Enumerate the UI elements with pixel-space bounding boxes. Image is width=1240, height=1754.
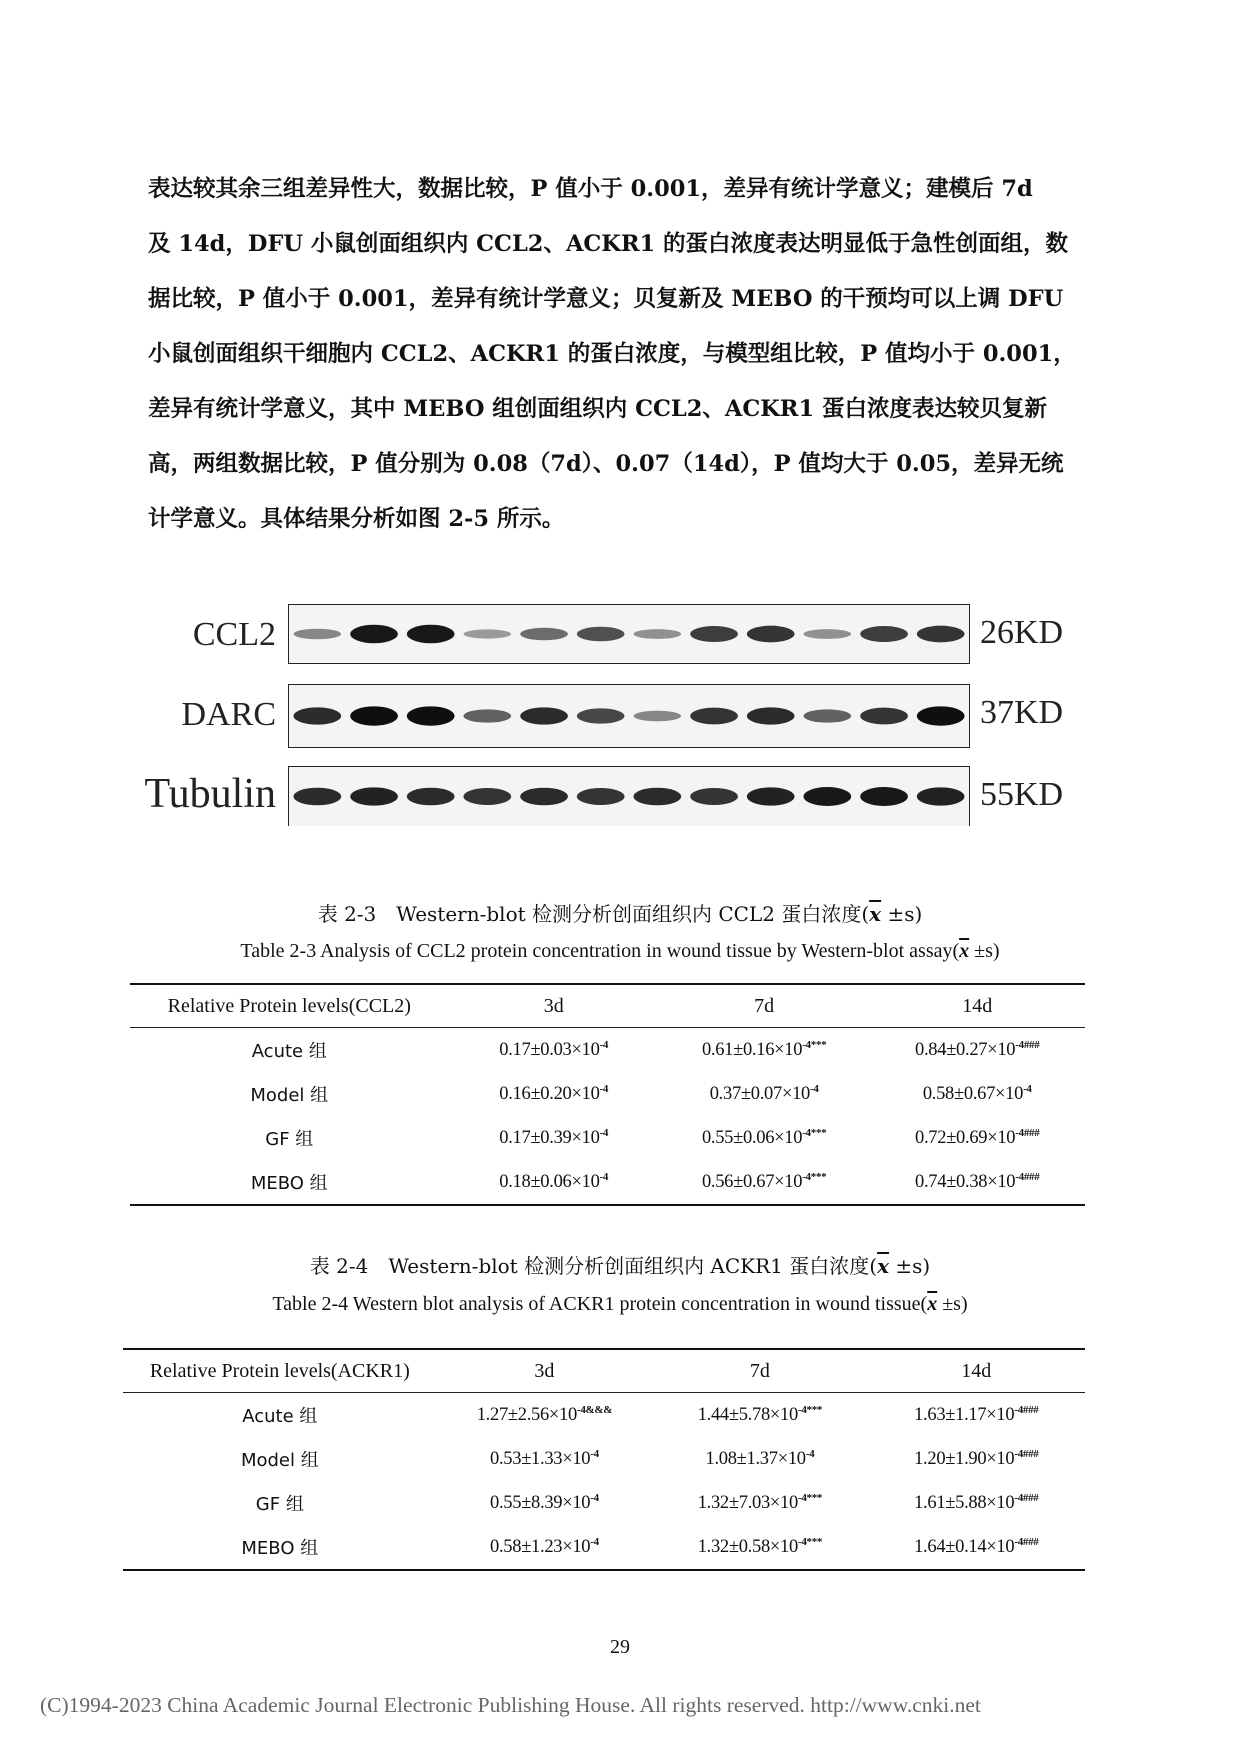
blot-strip-ccl2 bbox=[288, 604, 970, 664]
blot-band bbox=[803, 629, 851, 639]
paragraph-line: 差异有统计学意义，其中 MEBO 组创面组织内 CCL2、ACKR1 蛋白浓度表达较贝复新 bbox=[148, 396, 1047, 422]
blot-band bbox=[690, 626, 738, 642]
blot-band bbox=[917, 706, 965, 725]
kd-label-ccl2: 26KD bbox=[980, 614, 1064, 651]
table-row bbox=[123, 1481, 1085, 1525]
blot-band bbox=[350, 625, 398, 644]
caption-end: ±s) bbox=[969, 940, 1000, 962]
blot-band bbox=[633, 629, 681, 639]
blot-band bbox=[690, 788, 738, 805]
group-cell: Model 组 bbox=[250, 1085, 329, 1106]
value-cell: $0.61\pm 0.16\times 10^{-4***}$ bbox=[701, 1038, 827, 1061]
caption-text: 表 2-4 Western-blot 检测分析创面组织内 ACKR1 蛋白浓度( bbox=[309, 1254, 878, 1278]
table-ackr1 bbox=[123, 1348, 1085, 1571]
caption-end: ±s) bbox=[889, 1254, 931, 1278]
value-cell: $0.58\pm 1.23\times 10^{-4}$ bbox=[490, 1535, 599, 1558]
blot-band bbox=[350, 706, 398, 725]
table-row bbox=[130, 1072, 1085, 1116]
xbar-symbol: $\overline{x}$ bbox=[959, 940, 970, 962]
blot-band bbox=[747, 626, 795, 643]
value-cell: $0.55\pm 8.39\times 10^{-4}$ bbox=[490, 1491, 599, 1514]
blot-strip-darc bbox=[288, 684, 970, 748]
header-cell: 7d bbox=[659, 984, 870, 1028]
table-header-row bbox=[123, 1349, 1085, 1393]
value-cell: $0.17\pm 0.03\times 10^{-4}$ bbox=[499, 1038, 609, 1061]
caption-end: ±s) bbox=[881, 902, 923, 926]
body-paragraph bbox=[148, 162, 1098, 547]
blot-band bbox=[633, 788, 681, 806]
value-cell: $0.17\pm 0.39\times 10^{-4}$ bbox=[499, 1126, 609, 1149]
group-cell: Acute 组 bbox=[251, 1041, 327, 1062]
blot-band bbox=[917, 787, 965, 805]
value-cell: $0.37\pm 0.07\times 10^{-4}$ bbox=[709, 1082, 819, 1105]
value-cell: $1.08\pm 1.37\times 10^{-4}$ bbox=[705, 1447, 815, 1470]
table1-caption-cn bbox=[0, 898, 1240, 927]
blot-band bbox=[463, 709, 511, 722]
group-cell: GF 组 bbox=[255, 1494, 304, 1515]
table-ccl2 bbox=[130, 983, 1085, 1206]
value-cell: $0.56\pm 0.67\times 10^{-4***}$ bbox=[701, 1170, 827, 1193]
header-cell: Relative Protein levels(CCL2) bbox=[130, 984, 449, 1028]
blot-strip-tubulin bbox=[288, 766, 970, 826]
blot-label-tubulin: Tubulin bbox=[144, 771, 276, 817]
blot-band bbox=[577, 788, 625, 805]
value-cell: $1.20\pm 1.90\times 10^{-4\#\#\#}$ bbox=[914, 1447, 1039, 1470]
group-cell: GF 组 bbox=[265, 1129, 314, 1150]
value-cell: $1.64\pm 0.14\times 10^{-4\#\#\#}$ bbox=[914, 1535, 1039, 1558]
blot-band bbox=[463, 629, 511, 638]
blot-band bbox=[747, 707, 795, 724]
xbar-symbol: $\overline{x}$ bbox=[927, 1293, 938, 1315]
caption-text: Table 2-4 Western blot analysis of ACKR1 protein concentration in wound tissue( bbox=[272, 1293, 928, 1315]
blot-band bbox=[860, 708, 908, 725]
xbar-symbol: $\overline{x}$ bbox=[877, 1254, 890, 1278]
caption-text: 表 2-3 Western-blot 检测分析创面组织内 CCL2 蛋白浓度( bbox=[317, 902, 870, 926]
page-number: 29 bbox=[610, 1636, 630, 1658]
header-cell: 3d bbox=[437, 1349, 653, 1393]
table-row bbox=[130, 1116, 1085, 1160]
caption-text: Table 2-3 Analysis of CCL2 protein concentration in wound tissue by Western-blot assay( bbox=[240, 940, 960, 962]
blot-band bbox=[803, 709, 851, 722]
kd-label-darc: 37KD bbox=[980, 694, 1064, 731]
blot-band bbox=[293, 629, 341, 639]
group-cell: MEBO 组 bbox=[241, 1538, 319, 1559]
value-cell: $1.32\pm 0.58\times 10^{-4***}$ bbox=[697, 1535, 823, 1558]
value-cell: $0.55\pm 0.06\times 10^{-4***}$ bbox=[701, 1126, 827, 1149]
blot-band bbox=[293, 707, 341, 724]
blot-band bbox=[860, 626, 908, 642]
value-cell: $1.32\pm 7.03\times 10^{-4***}$ bbox=[697, 1491, 823, 1514]
value-cell: $1.27\pm 2.56\times 10^{-4\&\&\&}$ bbox=[476, 1403, 613, 1426]
blot-band bbox=[690, 708, 738, 725]
header-cell: 14d bbox=[868, 1349, 1085, 1393]
table-row bbox=[130, 1028, 1085, 1073]
blot-band bbox=[520, 628, 568, 641]
blot-band bbox=[407, 625, 455, 644]
group-cell: Acute 组 bbox=[242, 1406, 318, 1427]
blot-band bbox=[293, 788, 341, 806]
paragraph-line: 计学意义。具体结果分析如图 2-5 所示。 bbox=[148, 506, 565, 532]
table-row bbox=[123, 1393, 1085, 1438]
blot-band bbox=[407, 788, 455, 806]
blot-band bbox=[803, 787, 851, 806]
blot-band bbox=[747, 787, 795, 805]
kd-label-tubulin: 55KD bbox=[980, 776, 1064, 813]
paragraph-line: 表达较其余三组差异性大，数据比较，P 值小于 0.001，差异有统计学意义；建模后 7d bbox=[148, 176, 1033, 202]
table2-caption-en bbox=[0, 1293, 1240, 1316]
blot-band bbox=[917, 626, 965, 643]
header-cell: 3d bbox=[449, 984, 659, 1028]
paragraph-line: 及 14d，DFU 小鼠创面组织内 CCL2、ACKR1 的蛋白浓度表达明显低于急性创面组，数 bbox=[148, 231, 1069, 257]
blot-band bbox=[350, 787, 398, 805]
paragraph-line: 据比较，P 值小于 0.001，差异有统计学意义；贝复新及 MEBO 的干预均可以上调 DFU bbox=[148, 286, 1064, 312]
value-cell: $1.44\pm 5.78\times 10^{-4***}$ bbox=[697, 1403, 823, 1426]
paragraph-line: 高，两组数据比较，P 值分别为 0.08（7d）、0.07（14d），P 值均大于 0.05，差异无统 bbox=[148, 451, 1064, 477]
blot-band bbox=[520, 707, 568, 724]
table-row bbox=[123, 1525, 1085, 1570]
paragraph-line: 小鼠创面组织干细胞内 CCL2、ACKR1 的蛋白浓度，与模型组比较，P 值均小于 0.001， bbox=[148, 341, 1076, 367]
blot-band bbox=[633, 711, 681, 721]
blot-band bbox=[577, 708, 625, 723]
header-cell: 14d bbox=[869, 984, 1085, 1028]
xbar-symbol: $\overline{x}$ bbox=[869, 902, 882, 926]
header-cell: 7d bbox=[652, 1349, 867, 1393]
value-cell: $0.84\pm 0.27\times 10^{-4\#\#\#}$ bbox=[915, 1038, 1040, 1061]
table1-caption-en bbox=[0, 940, 1240, 963]
blot-band bbox=[577, 627, 625, 642]
value-cell: $0.72\pm 0.69\times 10^{-4\#\#\#}$ bbox=[915, 1126, 1040, 1149]
value-cell: $0.18\pm 0.06\times 10^{-4}$ bbox=[499, 1170, 609, 1193]
group-cell: MEBO 组 bbox=[250, 1173, 328, 1194]
group-cell: Model 组 bbox=[240, 1450, 319, 1471]
value-cell: $0.16\pm 0.20\times 10^{-4}$ bbox=[499, 1082, 609, 1105]
value-cell: $1.61\pm 5.88\times 10^{-4\#\#\#}$ bbox=[914, 1491, 1039, 1514]
table2-caption-cn bbox=[0, 1250, 1240, 1279]
table-row bbox=[130, 1160, 1085, 1205]
blot-band bbox=[520, 788, 568, 806]
value-cell: $0.58\pm 0.67\times 10^{-4}$ bbox=[922, 1082, 1032, 1105]
value-cell: $0.74\pm 0.38\times 10^{-4\#\#\#}$ bbox=[915, 1170, 1040, 1193]
blot-band bbox=[860, 787, 908, 806]
table-header-row bbox=[130, 984, 1085, 1028]
blot-band bbox=[463, 788, 511, 805]
value-cell: $1.63\pm 1.17\times 10^{-4\#\#\#}$ bbox=[914, 1403, 1039, 1426]
value-cell: $0.53\pm 1.33\times 10^{-4}$ bbox=[490, 1447, 599, 1470]
blot-band bbox=[407, 706, 455, 725]
table-row bbox=[123, 1437, 1085, 1481]
copyright-footer: (C)1994-2023 China Academic Journal Electronic Publishing House. All rights reserved. http://www.cnki.net bbox=[40, 1693, 981, 1717]
blot-label-ccl2: CCL2 bbox=[192, 616, 276, 653]
header-cell: Relative Protein levels(ACKR1) bbox=[123, 1349, 437, 1393]
blot-label-darc: DARC bbox=[181, 696, 276, 733]
caption-end: ±s) bbox=[937, 1293, 968, 1315]
